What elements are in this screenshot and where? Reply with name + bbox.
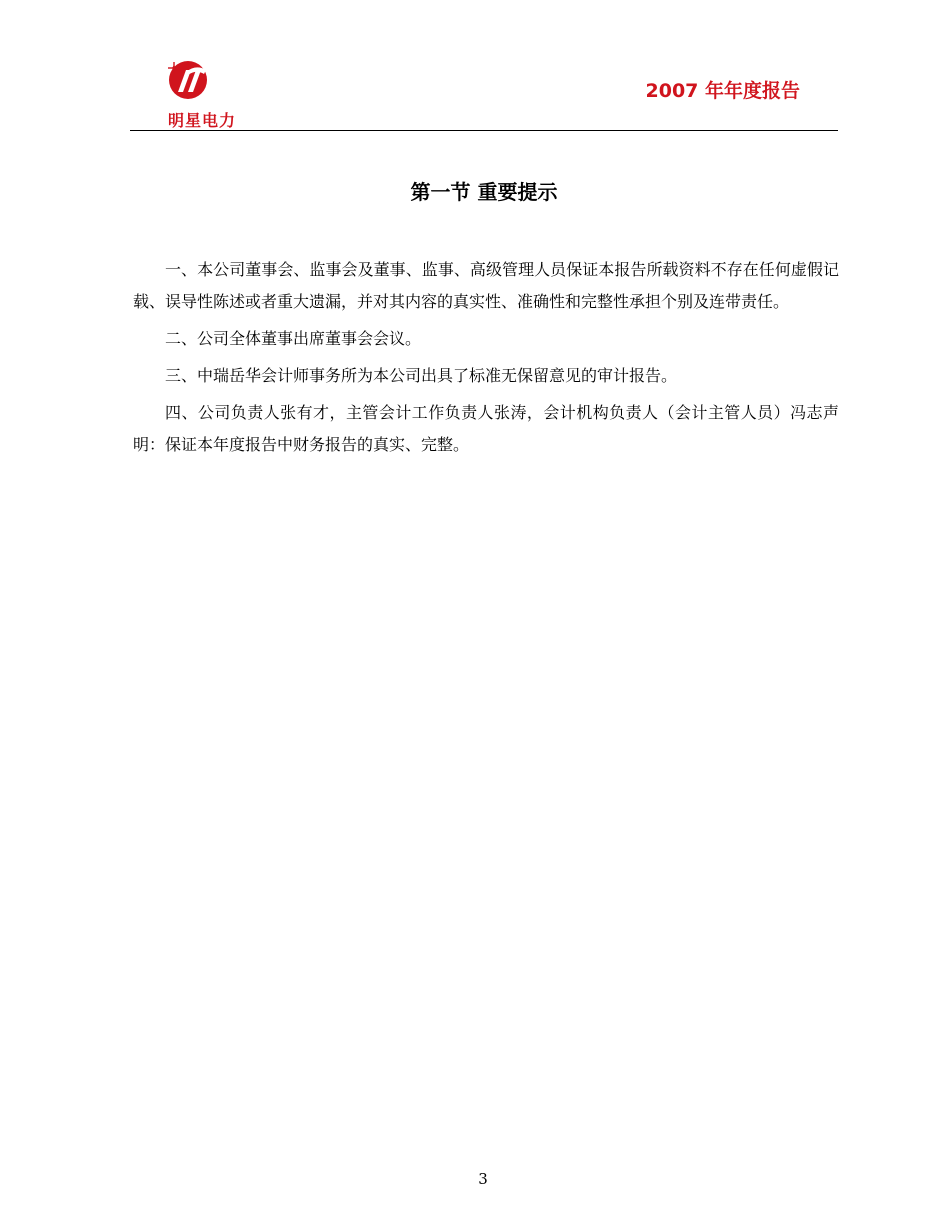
paragraph-1: 一、本公司董事会、监事会及董事、监事、高级管理人员保证本报告所载资料不存在任何虚假记载、误导性陈述或者重大遗漏，并对其内容的真实性、准确性和完整性承担个别及连带责任。 — [133, 260, 839, 311]
paragraph-2: 二、公司全体董事出席董事会会议。 — [165, 329, 422, 348]
mingxing-power-logo-icon — [164, 54, 220, 104]
report-title: 2007 年年度报告 — [645, 80, 800, 102]
company-logo — [150, 54, 236, 130]
document-body — [133, 254, 839, 466]
company-name: 明星电力 — [167, 111, 236, 130]
page-header — [130, 50, 838, 131]
page-number: 3 — [478, 1170, 488, 1188]
section-title: 第一节 重要提示 — [410, 180, 558, 204]
paragraph-3: 三、中瑞岳华会计师事务所为本公司出具了标准无保留意见的审计报告。 — [165, 366, 678, 385]
paragraph-4: 四、公司负责人张有才，主管会计工作负责人张涛，会计机构负责人（会计主管人员）冯志声明：保证本年度报告中财务报告的真实、完整。 — [133, 403, 839, 454]
